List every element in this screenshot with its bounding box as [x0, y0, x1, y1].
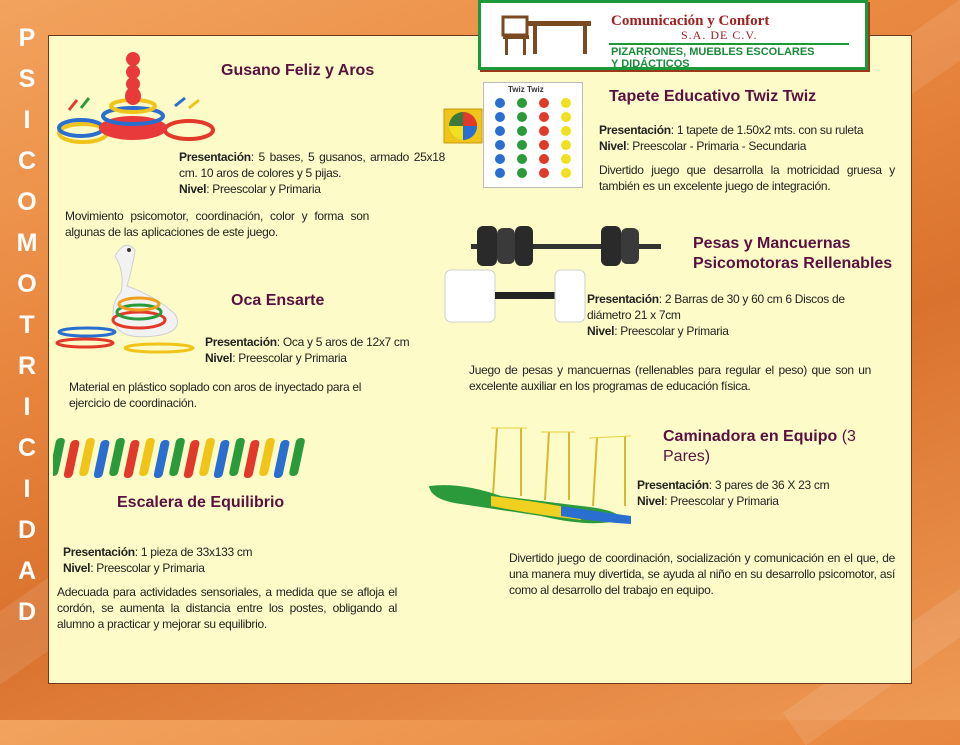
- gusano-nivel-text: : Preescolar y Primaria: [206, 182, 321, 196]
- side-title-letter: M: [16, 229, 38, 257]
- gusano-title: Gusano Feliz y Aros: [221, 62, 375, 79]
- oca-pres-label: Presentación: [205, 335, 277, 349]
- gusano-pres-label: Presentación: [179, 150, 251, 164]
- caminadora-title-suffix: (3 Pares): [663, 428, 856, 465]
- pesas-title: [693, 234, 850, 254]
- logo-tagline-2: Y DIDÁCTICOS: [611, 58, 690, 70]
- twiz-title: Tapete Educativo Twiz Twiz: [609, 88, 817, 105]
- twiz-dot: [561, 140, 571, 150]
- ladder-rung: [108, 438, 125, 476]
- pesas-description: Juego de pesas y mancuernas (rellenables para regular el peso) que son un excelente auxiliar en los programas de educación física.: [469, 363, 871, 393]
- company-logo: [478, 0, 868, 70]
- side-title-letter: I: [23, 475, 31, 503]
- caminadora-description: Divertido juego de coordinación, socialización y comunicación en el que, de una manera muy divertida, se ayuda al niño en su desarrollo psicomotor, así como al desarrollo del trabajo en equipo.: [509, 551, 895, 597]
- twiz-specs: [599, 122, 899, 154]
- logo-divider: [609, 43, 849, 45]
- logo-tagline-1: PIZARRONES, MUEBLES ESCOLARES: [611, 46, 815, 58]
- ladder-rung: [168, 438, 185, 476]
- ladder-rung: [183, 440, 200, 478]
- twiz-dot: [495, 168, 505, 178]
- ladder-rung: [243, 440, 260, 478]
- twiz-pres-label: Presentación: [599, 123, 671, 137]
- escalera-nivel-label: Nivel: [63, 561, 91, 575]
- side-title-letter: C: [17, 434, 37, 462]
- escalera-nivel-text: : Preescolar y Primaria: [90, 561, 205, 575]
- gusano-pres-text: : 5 bases, 5 gusanos, armado 25x18 cm. 10 aros de colores y 5 pijas.: [179, 150, 445, 180]
- ladder-rung: [63, 440, 80, 478]
- twiz-dot: [517, 154, 527, 164]
- twiz-dot: [517, 98, 527, 108]
- gusano-image: [53, 48, 223, 148]
- side-title: [10, 18, 44, 633]
- twiz-dot: [561, 168, 571, 178]
- twiz-dot: [539, 154, 549, 164]
- twiz-nivel-label: Nivel: [599, 139, 627, 153]
- caminadora-pres-text: : 3 pares de 36 X 23 cm: [708, 478, 830, 492]
- ladder-rung: [198, 438, 215, 476]
- gusano-nivel-label: Nivel: [179, 182, 207, 196]
- oca-image: [55, 236, 225, 356]
- content-panel: [48, 35, 912, 684]
- ladder-rung: [138, 438, 155, 476]
- twiz-roulette-image: [443, 108, 483, 144]
- ladder-rung: [228, 438, 245, 476]
- logo-tagline: [611, 46, 815, 70]
- pesas-title-2: [693, 254, 892, 274]
- twiz-dot: [539, 126, 549, 136]
- ladder-rung: [273, 440, 290, 478]
- side-title-letter: I: [23, 106, 31, 134]
- side-title-letter: O: [17, 188, 37, 216]
- twiz-dot: [561, 126, 571, 136]
- pesas-specs: [587, 291, 857, 339]
- ladder-rung: [78, 438, 95, 476]
- ladder-rung: [53, 438, 66, 476]
- twiz-dot: [495, 154, 505, 164]
- side-title-letter: T: [19, 311, 35, 339]
- oca-nivel-label: Nivel: [205, 351, 233, 365]
- gusano-specs: [179, 149, 445, 197]
- ladder-rung: [288, 438, 305, 476]
- pesas-pres-text: : 2 Barras de 30 y 60 cm 6 Discos de diámetro 21 x 7cm: [587, 292, 845, 322]
- twiz-dot: [517, 126, 527, 136]
- side-title-letter: D: [17, 598, 37, 626]
- pesas-nivel-label: Nivel: [587, 324, 615, 338]
- twiz-dot: [517, 112, 527, 122]
- side-title-letter: O: [17, 270, 37, 298]
- escalera-description: Adecuada para actividades sensoriales, a medida que se afloja el cordón, se aumenta la distancia entre los postes, obligando al alumno a practicar y mejorar su equilibrio.: [57, 585, 397, 631]
- ladder-rung: [258, 438, 275, 476]
- side-title-letter: C: [17, 147, 37, 175]
- furniture-logo-icon: [497, 13, 597, 57]
- side-title-letter: I: [23, 393, 31, 421]
- oca-specs: [205, 334, 425, 366]
- ladder-rung: [93, 440, 110, 478]
- twiz-dot: [517, 168, 527, 178]
- escalera-image: [53, 436, 313, 482]
- twiz-dot: [495, 112, 505, 122]
- oca-nivel-text: : Preescolar y Primaria: [232, 351, 347, 365]
- twiz-dot: [495, 140, 505, 150]
- escalera-pres-label: Presentación: [63, 545, 135, 559]
- twiz-mat-label: Twiz Twiz: [508, 85, 544, 94]
- ladder-rung: [153, 440, 170, 478]
- twiz-description: Divertido juego que desarrolla la motricidad gruesa y también es un excelente juego de integración.: [599, 163, 895, 193]
- oca-description: Material en plástico soplado con aros de inyectado para el ejercicio de coordinación.: [69, 380, 362, 410]
- pesas-title-line1: Pesas y Mancuernas: [693, 235, 851, 252]
- pesas-nivel-text: : Preescolar y Primaria: [614, 324, 729, 338]
- twiz-dot: [539, 168, 549, 178]
- ladder-rung: [213, 440, 230, 478]
- twiz-dot: [517, 140, 527, 150]
- pesas-title-line2: Psicomotoras Rellenables: [693, 255, 893, 272]
- twiz-mat-image: [483, 82, 583, 188]
- caminadora-title: [663, 427, 883, 467]
- twiz-dot: [495, 98, 505, 108]
- caminadora-specs: [637, 477, 877, 509]
- caminadora-pres-label: Presentación: [637, 478, 709, 492]
- twiz-dot: [561, 112, 571, 122]
- ladder-rung: [123, 440, 140, 478]
- side-title-letter: R: [17, 352, 37, 380]
- escalera-specs: [63, 544, 323, 576]
- twiz-dot: [495, 126, 505, 136]
- oca-pres-text: : Oca y 5 aros de 12x7 cm: [276, 335, 410, 349]
- twiz-pres-text: : 1 tapete de 1.50x2 mts. con su ruleta: [670, 123, 864, 137]
- caminadora-image: [421, 424, 641, 534]
- gusano-description: Movimiento psicomotor, coordinación, color y forma son algunas de las aplicaciones de este juego.: [65, 209, 369, 239]
- caminadora-title-main: Caminadora en Equipo: [663, 428, 838, 445]
- twiz-dot: [539, 112, 549, 122]
- side-title-letter: D: [17, 516, 37, 544]
- logo-company-name: Comunicación y Confort: [611, 13, 770, 29]
- side-title-letter: S: [18, 65, 36, 93]
- side-title-letter: A: [17, 557, 37, 585]
- twiz-dot: [539, 140, 549, 150]
- escalera-pres-text: : 1 pieza de 33x133 cm: [134, 545, 253, 559]
- twiz-nivel-text: : Preescolar - Primaria - Secundaria: [626, 139, 807, 153]
- oca-title: Oca Ensarte: [231, 292, 325, 309]
- side-title-letter: P: [18, 24, 36, 52]
- twiz-dot: [561, 154, 571, 164]
- caminadora-nivel-text: : Preescolar y Primaria: [664, 494, 779, 508]
- logo-suffix: S.A. DE C.V.: [681, 28, 758, 42]
- caminadora-nivel-label: Nivel: [637, 494, 665, 508]
- escalera-title: Escalera de Equilibrio: [117, 494, 285, 511]
- twiz-dot: [561, 98, 571, 108]
- twiz-dot: [539, 98, 549, 108]
- pesas-pres-label: Presentación: [587, 292, 659, 306]
